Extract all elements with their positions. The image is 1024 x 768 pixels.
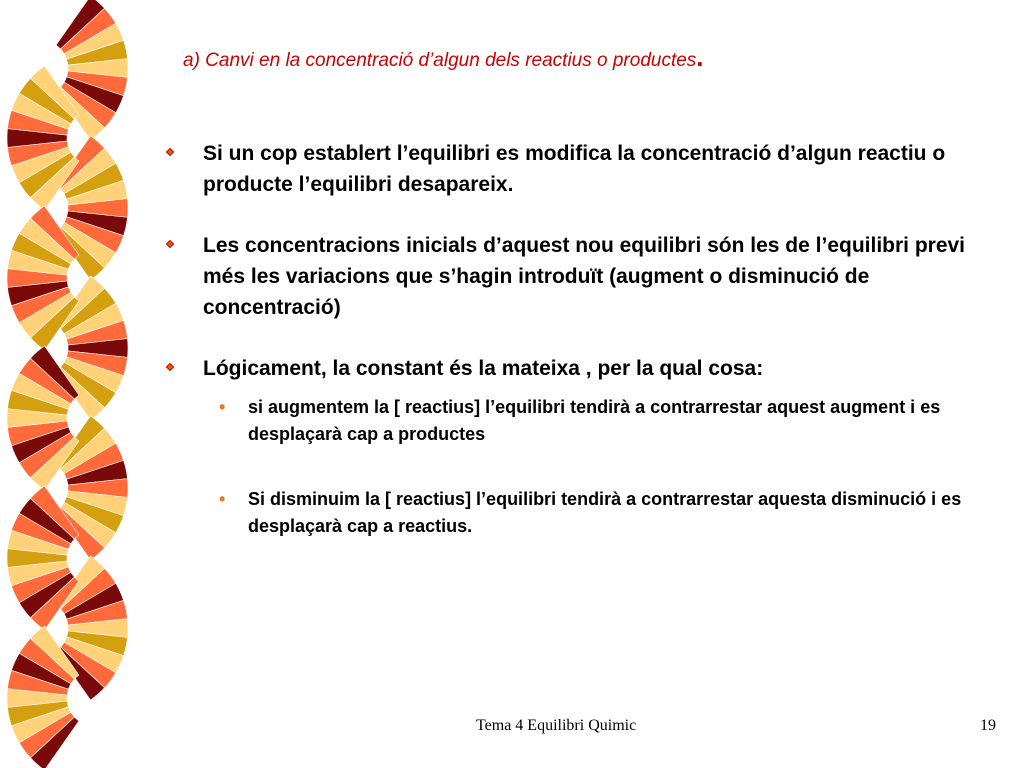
diamond-bullet-icon	[166, 240, 174, 248]
bullet-item	[165, 138, 1010, 200]
slide-title-period: .	[696, 42, 704, 72]
sub-bullet-text: Si disminuim la [ reactius] l’equilibri tendirà a contrarrestar aquesta disminució i es desplaçarà cap a reactius.	[248, 489, 962, 536]
sub-bullet-item	[203, 486, 1010, 540]
bullet-item	[165, 230, 1010, 323]
slide-footer: Tema 4 Equilibri Quimic	[476, 717, 637, 734]
bullet-text: Lógicament, la constant és la mateixa , per la qual cosa:	[203, 357, 764, 380]
diamond-bullet-icon	[166, 148, 174, 156]
decorative-fan-border	[0, 0, 140, 768]
bullet-list	[165, 138, 1010, 540]
bullet-text: Si un cop establert l’equilibri es modifica la concentració d’algun reactiu o producte l’equilibri desapareix.	[203, 142, 946, 196]
page-number: 19	[980, 717, 996, 734]
bullet-item	[165, 353, 1010, 540]
diamond-bullet-icon	[166, 363, 174, 371]
dot-bullet-icon: •	[219, 397, 226, 417]
dot-bullet-icon: •	[219, 489, 226, 509]
slide-title-text: a) Canvi en la concentració d’algun dels reactius o productes	[183, 50, 697, 71]
sub-bullet-item	[203, 394, 1010, 448]
bullet-text: Les concentracions inicials d’aquest nou equilibri són les de l’equilibri previ més les variacions que s’hagin introduït (augment o disminució de concentració)	[203, 234, 966, 319]
sub-bullet-list	[203, 394, 1010, 540]
slide-title	[183, 42, 1003, 72]
sub-bullet-text: si augmentem la [ reactius] l’equilibri tendirà a contrarrestar aquest augment i es desplaçarà cap a productes	[248, 397, 941, 444]
